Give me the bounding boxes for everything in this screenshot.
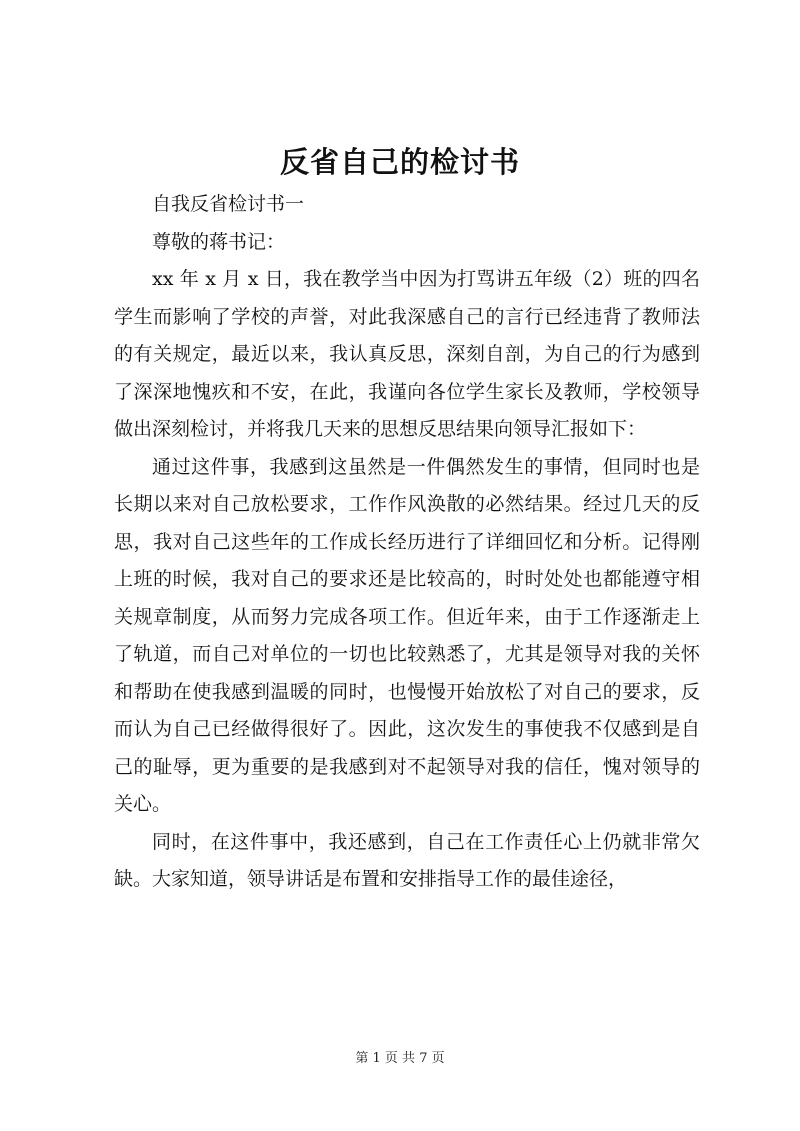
paragraph-body-3: 同时，在这件事中，我还感到，自己在工作责任心上仍就非常欠缺。大家知道，领导讲话是布置和安排指导工作的最佳途径， [114,830,700,890]
paragraph-subtitle: 自我反省检讨书一 [152,193,305,215]
page-number-footer: 第 1 页 共 7 页 [355,1051,445,1066]
paragraph-salutation: 尊敬的蒋书记： [152,230,286,253]
document-body [114,186,700,899]
document-title: 反省自己的检讨书 [279,145,520,179]
paragraph-body-1: xx 年 x 月 x 日，我在教学当中因为打骂讲五年级（2）班的四名学生而影响了学校的声誉，对此我深感自己的言行已经违背了教师法的有关规定，最近以来，我认真反思，深刻自剖，为自己的行为感到了深深地愧疚和不安，在此，我谨向各位学生家长及教师，学校领导做出深刻检讨，并将我几天来的思想反思结果向领导汇报如下： [114,268,700,440]
paragraph-body-2: 通过这件事，我感到这虽然是一件偶然发生的事情，但同时也是长期以来对自己放松要求，工作作风涣散的必然结果。经过几天的反思，我对自己这些年的工作成长经历进行了详细回忆和分析。记得刚上班的时候，我对自己的要求还是比较高的，时时处处也都能遵守相关规章制度，从而努力完成各项工作。但近年来，由于工作逐渐走上了轨道，而自己对单位的一切也比较熟悉了，尤其是领导对我的关怀和帮助在使我感到温暖的同时，也慢慢开始放松了对自己的要求，反而认为自己已经做得很好了。因此，这次发生的事使我不仅感到是自己的耻辱，更为重要的是我感到对不起领导对我的信任，愧对领导的关心。 [114,455,700,815]
